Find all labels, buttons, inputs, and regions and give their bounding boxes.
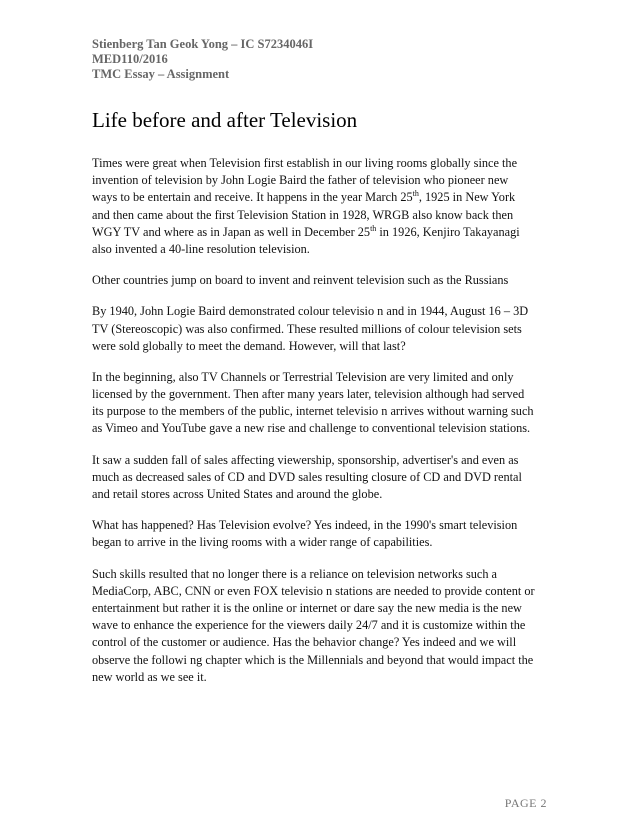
document-body — [92, 155, 547, 700]
paragraph-line: Times were great when Television first establish in our living rooms globally since the — [92, 156, 518, 170]
paragraph-line: also invented a 40-line resolution television. — [92, 241, 310, 256]
body-paragraph — [92, 272, 547, 289]
paragraph-line: and then came about the first Television Station in 1928, WRGB also know back then — [92, 207, 514, 222]
paragraph-line: control of the customer or audience. Has the behavior change? Yes indeed and we will — [92, 635, 517, 650]
paragraph-line: and retail stores across United States and around the globe. — [92, 487, 383, 501]
body-paragraph — [92, 566, 547, 686]
paragraph-line: WGY TV and where as in Japan as well in December 25th in 1926, Kenjiro Takayanagi — [92, 223, 520, 239]
paragraph-line: much as decreased sales of CD and DVD sales resulting closure of CD and DVD rental — [92, 469, 522, 484]
page-number: PAGE 2 — [504, 796, 547, 810]
paragraph-line: observe the followi ng chapter which is the Millennials and beyond that would impact the — [92, 652, 534, 667]
paragraph-line: Such skills resulted that no longer there is a reliance on television networks such a — [92, 566, 498, 581]
paragraph-line: By 1940, John Logie Baird demonstrated colour televisio n and in 1944, August 16 – 3D — [92, 304, 529, 319]
paragraph-line: MediaCorp, ABC, CNN or even FOX televisio n stations are needed to provide content or — [92, 583, 535, 598]
paragraph-line: TV (Stereoscopic) was also confirmed. These resulted millions of colour television sets — [92, 321, 522, 336]
body-paragraph — [92, 517, 547, 551]
header-author-line: Stienberg Tan Geok Yong – IC S7234046I — [92, 37, 314, 51]
paragraph-line: What has happened? Has Television evolve? Yes indeed, in the 1990's smart television — [92, 518, 518, 533]
document-header — [92, 37, 313, 82]
paragraph-line: its purpose to the members of the public, internet televisio n arrives without warning such — [92, 404, 534, 419]
body-paragraph — [92, 369, 547, 438]
paragraph-line: as Vimeo and YouTube gave a new rise and challenge to conventional television stations. — [92, 421, 531, 436]
header-assignment-line: TMC Essay – Assignment — [92, 67, 230, 81]
paragraph-line: It saw a sudden fall of sales affecting viewership, sponsorship, advertiser's and even as — [92, 452, 519, 467]
paragraph-line: ways to be entertain and receive. It happens in the year March 25th, 1925 in New York — [92, 189, 516, 205]
paragraph-line: were sold globally to meet the demand. However, will that last? — [92, 338, 406, 353]
paragraph-line: new world as we see it. — [92, 669, 207, 684]
paragraph-line: In the beginning, also TV Channels or Terrestrial Television are very limited and only — [92, 369, 514, 384]
paragraph-line: Other countries jump on board to invent and reinvent television such as the Russians — [92, 273, 509, 288]
paragraph-line: invention of television by John Logie Baird the father of television who pioneer new — [92, 173, 509, 188]
header-course-line: MED110/2016 — [92, 52, 168, 66]
paragraph-line: entertainment but rather it is the online or internet or dare say the new media is the new — [92, 600, 522, 615]
paragraph-line: wave to enhance the experience for the viewers daily 24/7 and it is customize within the — [92, 618, 526, 633]
paragraph-line: licensed by the government. Then after many years later, television although had served — [92, 387, 525, 402]
paragraph-line: began to arrive in the living rooms with a wider range of capabilities. — [92, 535, 433, 550]
document-title: Life before and after Television — [92, 108, 358, 132]
body-paragraph — [92, 452, 547, 504]
body-paragraph — [92, 303, 547, 355]
body-paragraph — [92, 155, 547, 258]
